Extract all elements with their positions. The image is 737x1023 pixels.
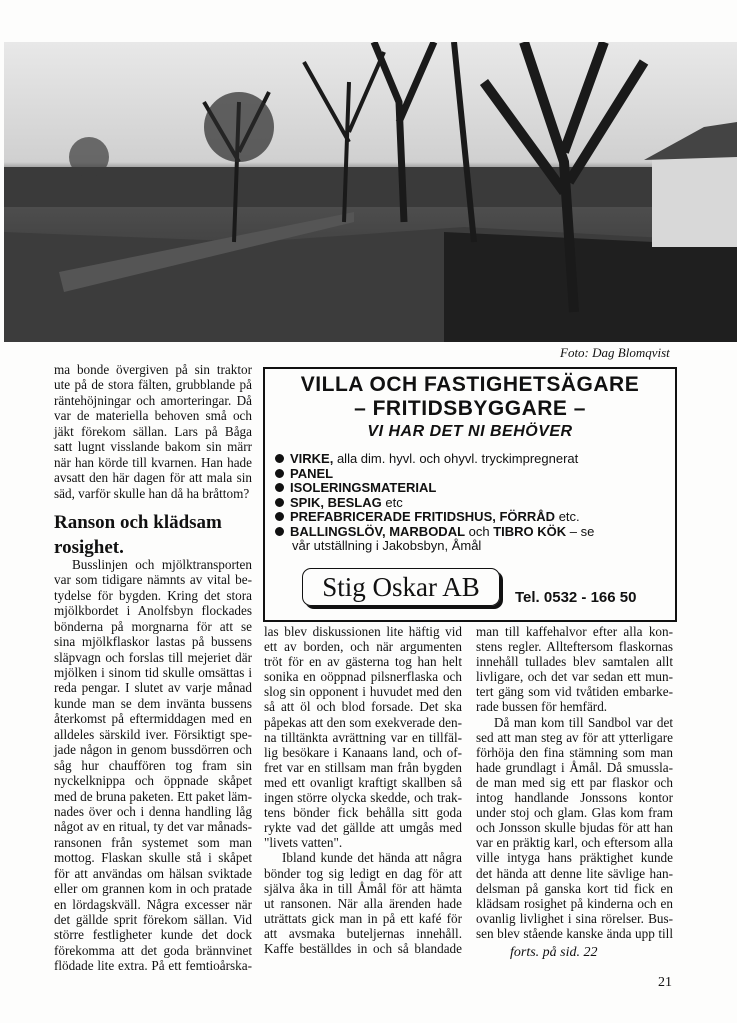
ad-tagline: VI HAR DET NI BEHÖVER [367, 423, 573, 440]
text-line: ingen större olycka skedde, och trak- [264, 790, 462, 806]
text-line: klädsam rosighet på kinderna och en [476, 895, 673, 911]
text-line: rykte vad det gällde att umgås med [264, 820, 462, 836]
text-line: jäkt förekom sällan. Lars på Båga [54, 423, 252, 439]
bullet-icon [275, 469, 284, 478]
text-line: sina mjölkflaskor lastas på bussens [54, 634, 252, 650]
text-line: Då man kom till Sandbol var det [494, 714, 673, 730]
text-line: med de bruna paketen. Ett paket läm- [54, 788, 252, 804]
text-line: nades över och i denna handling låg [54, 803, 252, 819]
text-line: något av en ritual, ty det var månads- [54, 819, 252, 835]
text-line: räntehöjningar och amorteringar. Då [54, 392, 252, 408]
text-line: påpekas att den som exekverade den- [264, 714, 462, 730]
text-line: ut ransonen. När alla ärenden hade [264, 895, 462, 911]
ad-item: PREFABRICERADE FRITIDSHUS, FÖRRÅD etc. [275, 510, 675, 525]
text-line: själva åka in till Åmål för att hämta [264, 880, 462, 896]
text-line: nyckelknippa och öppnade skåpet [54, 773, 252, 789]
bullet-icon [275, 498, 284, 507]
heading-line: rosighet. [54, 537, 124, 558]
text-line: livligare, och det var sedan ett mun- [476, 669, 673, 685]
text-line: satt lugnt visslande bakom sin märr [54, 439, 252, 455]
text-line: tens bönder fick behålla sitt goda [264, 805, 462, 821]
text-line: sen blev stående kanske ända upp till [476, 925, 673, 941]
text-line: ute på de stora fälten, grubblande på [54, 377, 252, 393]
text-line: bönder tog sig ledigt en dag för att [264, 865, 462, 881]
ad-item: VIRKE, alla dim. hyvl. och ohyvl. tryckimpregnerat [275, 452, 675, 467]
text-line: så att öl och blod forsade. Det ska [264, 699, 462, 715]
section-heading [54, 510, 254, 560]
text-line: kunde man se dem invänta bussens [54, 695, 252, 711]
text-line: när han körde till kvarnen. Han hade [54, 454, 252, 470]
bullet-icon [275, 527, 284, 536]
text-line: ovanlig livlighet i sina rörelser. Bus- [476, 910, 673, 926]
ad-item: PANEL [275, 467, 675, 482]
text-line: ma bonde övergiven på sin traktor [54, 362, 252, 377]
text-line: eller om grannen kom in och pratade [54, 881, 252, 897]
text-line: sed att man steg av för att ytterligare [476, 729, 673, 745]
heading-line: Ranson och klädsam [54, 512, 222, 533]
text-line: lig besökare i Kanaans land, och of- [264, 744, 462, 760]
text-line: tert gäng som vid tvåtiden embarke- [476, 684, 673, 700]
text-line: återkomst på eftermiddagen med en [54, 711, 252, 727]
text-line: slog sin opponent i huvudet med den [264, 684, 462, 700]
text-line: sonika en oöppnad pilsnerflaska och [264, 669, 462, 685]
text-line: bönderna på morgnarna för att se [54, 618, 252, 634]
ad-item-continued: vår utställning i Jakobsbyn, Åmål [292, 538, 482, 553]
advertisement [263, 367, 677, 622]
bullet-icon [275, 512, 284, 521]
text-line: för att användas om hälsan sviktade [54, 865, 252, 881]
text-line: Busslinjen och mjölktransporten [72, 556, 252, 572]
article-column-middle [264, 624, 462, 956]
text-line: alldeles särskild iver. Försiktigt spe- [54, 726, 252, 742]
text-line: uträttats gick man in på ett kafé för [264, 910, 462, 926]
text-line: mjölken i sinom tid skulle omsättas i [54, 665, 252, 680]
text-line: hade grundlagt i Åmål. Då smussla- [476, 759, 673, 775]
continued-note: forts. på sid. 22 [510, 945, 598, 960]
company-logo: Stig Oskar AB [302, 568, 500, 606]
text-line: med ett ovanligt kraftigt skallben så [264, 774, 462, 790]
bullet-icon [275, 454, 284, 463]
text-line: det gällde sprit förekom sällan. Vid [54, 912, 252, 927]
text-line: mottog. Flaskan skulle stå i skåpet [54, 850, 252, 866]
text-line: såg hur chauffören tog fram sin [54, 757, 252, 773]
text-line: var en präktig karl, och eftersom alla [476, 835, 673, 851]
ad-subtitle: – FRITIDSBYGGARE – [354, 397, 586, 420]
text-line: tröt för en av gästerna tog han helt [264, 654, 462, 670]
text-line: och Jonsson skulle bjudas för att han [476, 820, 673, 836]
text-line: delsman på ganska kort tid fick en [476, 880, 673, 896]
phone-number: Tel. 0532 - 166 50 [515, 589, 637, 606]
text-line: mjölkbordet i Anolfsbyn flockades [54, 603, 252, 619]
article-column-right [476, 624, 673, 941]
text-line: släpvagn och forslas till mejeriet där [54, 649, 252, 665]
text-line: det hända att denne lite sävlige han- [476, 865, 673, 881]
text-line: en lördagskväll. Några excesser när [54, 896, 252, 912]
text-line: var de materiella behoven små och [54, 408, 252, 424]
text-line: förekomma att det goda brännvinet [54, 942, 252, 958]
text-line: ett av borden, och när argumenten [264, 639, 462, 655]
text-line: man till kaffehalvor efter alla kon- [476, 624, 673, 639]
article-column-left [54, 362, 252, 974]
text-line: flödade lite extra. På ett femtioårska- [54, 958, 252, 974]
landscape-photo [4, 42, 737, 342]
page-number: 21 [658, 975, 672, 990]
text-line: större festligheter kunde det dock [54, 927, 252, 943]
text-line: intog handlande Jonssons kontor [476, 790, 673, 806]
text-line: "livets vatten". [264, 835, 343, 851]
text-line: förhöja den fina stämning som man [476, 744, 673, 760]
text-line: las blev diskussionen lite häftig vid [264, 624, 462, 639]
text-line: Ibland kunde det hända att några [282, 850, 462, 866]
text-line: fret var en stillsam man från bygden [264, 759, 462, 775]
ad-product-list [275, 452, 675, 554]
text-line: Kaffe beställdes in och så blandade [264, 940, 462, 956]
text-line: säd, varför skulle han då ha bråttom? [54, 485, 250, 501]
text-line: reda pengar. I slutet av varje månad [54, 680, 252, 696]
text-line: under stoj och glam. Glas kom fram [476, 805, 673, 821]
text-line: innehåll tullades blev samtalen allt [476, 654, 673, 670]
text-line: rade bussen för hemfärd. [476, 699, 608, 715]
text-line: var som tidigare nämnts av vital be- [54, 572, 252, 588]
text-line: ransonen från systemet som man [54, 834, 252, 850]
text-line: jade någon in genom bussdörren och [54, 742, 252, 758]
text-line: att avsmaka buteljernas innehåll. [264, 925, 462, 941]
text-line: avsatt den här dagen för att mala sin [54, 470, 252, 486]
bullet-icon [275, 483, 284, 492]
ad-item: BALLINGSLÖV, MARBODAL och TIBRO KÖK – se [275, 525, 675, 540]
text-line: stens regler. Allteftersom flaskornas [476, 639, 673, 655]
text-line: de man med sig ett par flaskor och [476, 774, 673, 790]
ad-item: ISOLERINGSMATERIAL [275, 481, 675, 496]
ad-title: VILLA OCH FASTIGHETSÄGARE [300, 373, 640, 396]
ad-item: SPIK, BESLAG etc [275, 496, 675, 511]
text-line: tydelse för bygden. Kring det stora [54, 587, 252, 603]
text-line: ville intyga hans präktighet kunde [476, 850, 673, 866]
photo-caption: Foto: Dag Blomqvist [560, 345, 670, 360]
text-line: na tilltänkta avrättning var en tillfäl- [264, 729, 462, 745]
